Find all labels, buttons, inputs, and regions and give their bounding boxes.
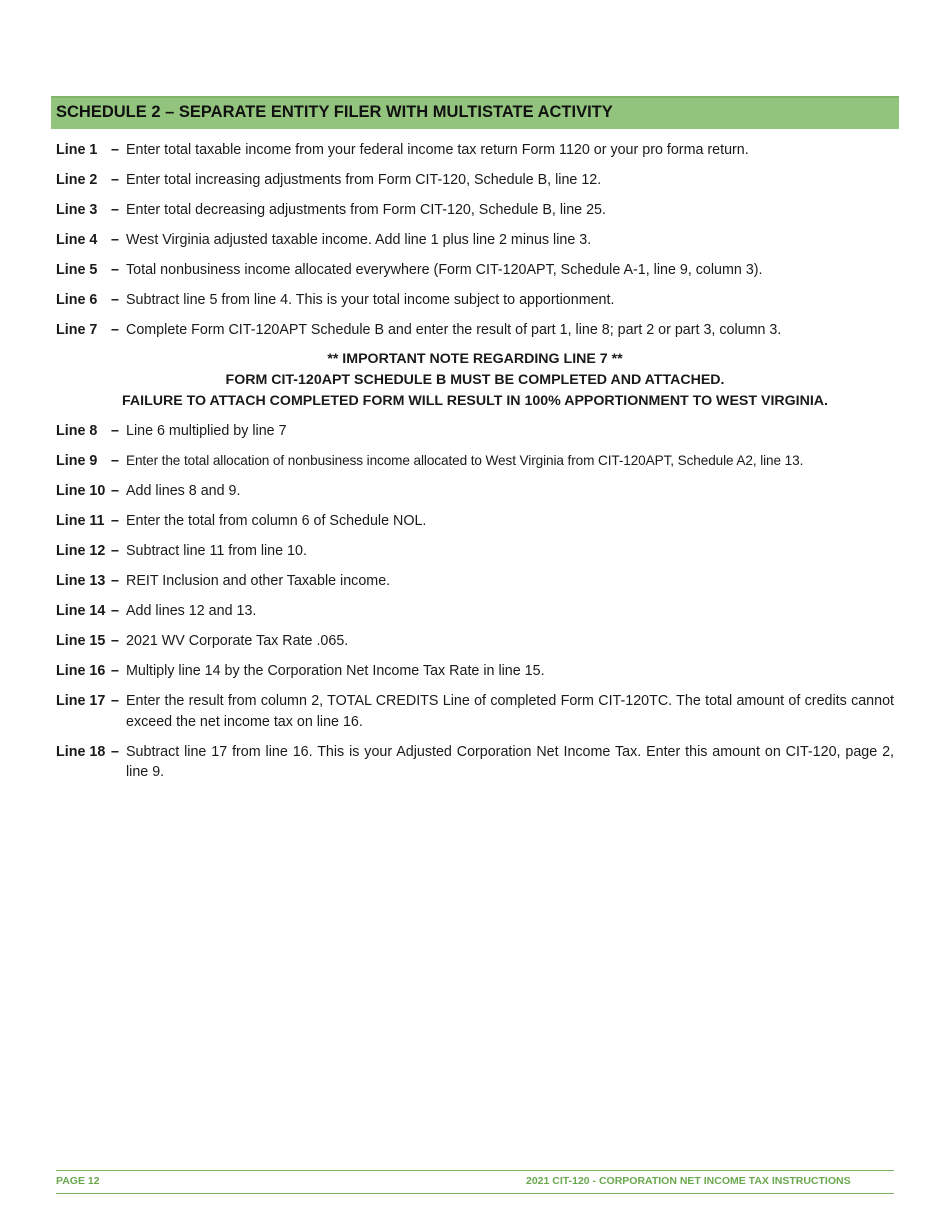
line-text: Enter the result from column 2, TOTAL CREDITS Line of completed Form CIT-120TC. The total amount of credits cannot exceed the net income tax on line 16. bbox=[126, 693, 894, 730]
line-item bbox=[56, 200, 894, 221]
line-dash: – bbox=[111, 202, 119, 218]
line-dash: – bbox=[111, 172, 119, 188]
line-text: Subtract line 5 from line 4. This is your total income subject to apportionment. bbox=[126, 292, 615, 308]
line-dash: – bbox=[111, 603, 119, 619]
line-label: Line 3 bbox=[56, 202, 98, 218]
line-item bbox=[56, 230, 894, 251]
line-dash: – bbox=[111, 453, 119, 469]
line-dash: – bbox=[111, 693, 119, 709]
line-dash: – bbox=[111, 423, 119, 439]
note-heading: ** IMPORTANT NOTE REGARDING LINE 7 ** bbox=[327, 351, 623, 367]
line-dash: – bbox=[111, 483, 119, 499]
line-dash: – bbox=[111, 743, 119, 760]
line-label: Line 9 bbox=[56, 453, 98, 469]
line-text: Total nonbusiness income allocated everywhere (Form CIT-120APT, Schedule A-1, line 9, column 3). bbox=[126, 262, 763, 278]
schedule-header-bar bbox=[51, 96, 899, 129]
line-text: Enter total taxable income from your federal income tax return Form 1120 or your pro forma return. bbox=[126, 142, 749, 158]
line-item bbox=[56, 170, 894, 191]
line-text: Enter total decreasing adjustments from Form CIT-120, Schedule B, line 25. bbox=[126, 202, 606, 218]
line-item bbox=[56, 421, 894, 442]
line-label: Line 8 bbox=[56, 423, 98, 439]
line-text: Enter total increasing adjustments from Form CIT-120, Schedule B, line 12. bbox=[126, 172, 602, 188]
schedule-title: SCHEDULE 2 – SEPARATE ENTITY FILER WITH MULTISTATE ACTIVITY bbox=[56, 103, 613, 121]
note-line: FORM CIT-120APT SCHEDULE B MUST BE COMPLETED AND ATTACHED. bbox=[225, 372, 725, 388]
line-item bbox=[56, 571, 894, 592]
line-text: Add lines 8 and 9. bbox=[126, 483, 241, 499]
line-text: Line 6 multiplied by line 7 bbox=[126, 423, 287, 439]
line-dash: – bbox=[111, 232, 119, 248]
line-item bbox=[56, 481, 894, 502]
line-label: Line 10 bbox=[56, 483, 106, 499]
line-item bbox=[56, 631, 894, 652]
line-text: Enter the total from column 6 of Schedule NOL. bbox=[126, 513, 427, 529]
line-label: Line 4 bbox=[56, 232, 98, 248]
line-item bbox=[56, 320, 894, 341]
line-item bbox=[56, 140, 894, 161]
line-text: Subtract line 11 from line 10. bbox=[126, 543, 307, 559]
line-label: Line 1 bbox=[56, 142, 98, 158]
line-dash: – bbox=[111, 142, 119, 158]
important-note bbox=[56, 349, 894, 412]
line-item bbox=[56, 260, 894, 281]
line-label: Line 15 bbox=[56, 633, 106, 649]
line-item bbox=[56, 451, 894, 472]
line-dash: – bbox=[111, 262, 119, 278]
instruction-lines bbox=[56, 140, 894, 792]
line-dash: – bbox=[111, 513, 119, 529]
footer-rule-bottom bbox=[56, 1193, 894, 1194]
page-number: PAGE 12 bbox=[56, 1175, 100, 1187]
line-text: Enter the total allocation of nonbusiness income allocated to West Virginia from CIT-120APT, Schedule A2, line 13. bbox=[126, 453, 804, 468]
line-label: Line 11 bbox=[56, 513, 105, 529]
line-text: Subtract line 17 from line 16. This is your Adjusted Corporation Net Income Tax. Enter this amount on CIT-120, page 2, line 9. bbox=[126, 743, 894, 780]
line-label: Line 18 bbox=[56, 743, 106, 760]
line-item bbox=[56, 661, 894, 682]
line-label: Line 16 bbox=[56, 663, 106, 679]
line-dash: – bbox=[111, 292, 119, 308]
line-item bbox=[56, 290, 894, 311]
line-label: Line 17 bbox=[56, 693, 106, 709]
line-item bbox=[56, 691, 894, 732]
line-dash: – bbox=[111, 663, 119, 679]
line-label: Line 5 bbox=[56, 262, 98, 278]
line-text: West Virginia adjusted taxable income. Add line 1 plus line 2 minus line 3. bbox=[126, 232, 592, 248]
line-text: 2021 WV Corporate Tax Rate .065. bbox=[126, 633, 349, 649]
line-label: Line 12 bbox=[56, 543, 106, 559]
line-dash: – bbox=[111, 322, 119, 338]
line-text: REIT Inclusion and other Taxable income. bbox=[126, 573, 391, 589]
document-title: 2021 CIT-120 - CORPORATION NET INCOME TAX INSTRUCTIONS bbox=[526, 1175, 851, 1187]
line-text: Multiply line 14 by the Corporation Net Income Tax Rate in line 15. bbox=[126, 663, 545, 679]
line-dash: – bbox=[111, 573, 119, 589]
line-dash: – bbox=[111, 633, 119, 649]
line-label: Line 6 bbox=[56, 292, 98, 308]
line-text: Add lines 12 and 13. bbox=[126, 603, 257, 619]
line-label: Line 14 bbox=[56, 603, 106, 619]
line-dash: – bbox=[111, 543, 119, 559]
line-text: Complete Form CIT-120APT Schedule B and enter the result of part 1, line 8; part 2 or part 3, column 3. bbox=[126, 322, 782, 338]
line-item bbox=[56, 742, 894, 783]
line-item bbox=[56, 541, 894, 562]
line-label: Line 2 bbox=[56, 172, 98, 188]
note-line: FAILURE TO ATTACH COMPLETED FORM WILL RESULT IN 100% APPORTIONMENT TO WEST VIRGINIA. bbox=[122, 393, 828, 409]
line-label: Line 7 bbox=[56, 322, 98, 338]
line-item bbox=[56, 601, 894, 622]
line-item bbox=[56, 511, 894, 532]
line-label: Line 13 bbox=[56, 573, 106, 589]
footer-rule-top bbox=[56, 1170, 894, 1171]
